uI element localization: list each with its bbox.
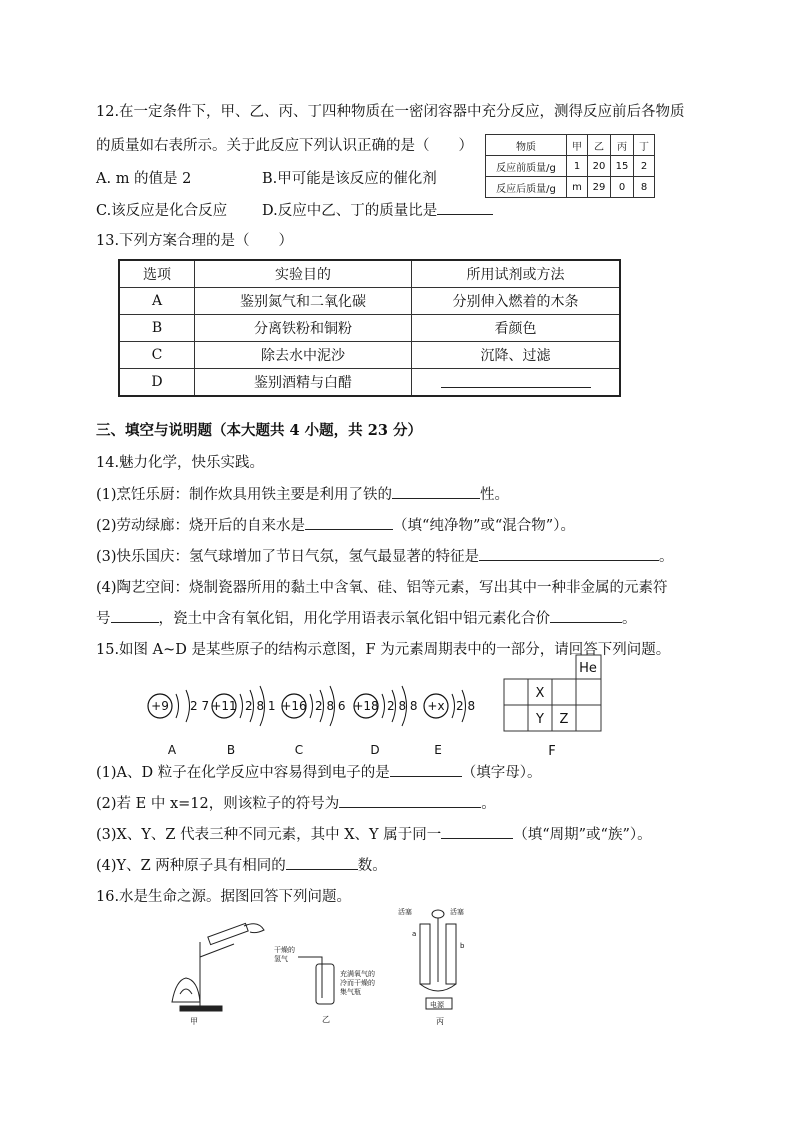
q13-stem: 13.下列方案合理的是（ ） [96, 233, 294, 249]
label-cold-dry: 冷而干燥的 [340, 979, 375, 987]
q15-part2: (2)若 E 中 x=12，则该粒子的符号为 。 [96, 792, 496, 813]
nucleus-label: +18 [353, 699, 379, 713]
table-cell: 8 [634, 177, 655, 198]
q15-part3: (3)X、Y、Z 代表三种不同元素，其中 X、Y 属于同一 （填“周期”或“族”）。 [96, 823, 652, 844]
answer-blank[interactable] [111, 608, 159, 623]
q12-option-d: D.反应中乙、丁的质量比是 [262, 199, 493, 220]
answer-blank[interactable] [339, 793, 481, 808]
table-cell: B [119, 315, 195, 342]
table-cell [412, 369, 621, 397]
table-cell: 1 [567, 156, 588, 177]
table-row [119, 260, 620, 288]
table-cell: 分别伸入燃着的木条 [412, 288, 621, 315]
table-cell: 2 [634, 156, 655, 177]
shell-label: 2 8 8 [387, 699, 418, 713]
table-header: 实验目的 [195, 260, 412, 288]
table-cell: m [567, 177, 588, 198]
label-gas-bottle: 集气瓶 [340, 988, 361, 996]
nucleus-label: +9 [151, 699, 169, 713]
answer-blank[interactable] [390, 762, 462, 777]
table-row [119, 369, 620, 397]
label-oxygen-filled: 充满氧气的 [340, 970, 375, 978]
q15-stem: 15.如图 A~D 是某些原子的结构示意图，F 为元素周期表中的一部分，请回答下列问题。 [96, 642, 671, 658]
table-row [119, 288, 620, 315]
table-cell: D [119, 369, 195, 397]
atom-d [353, 686, 417, 757]
table-cell: 鉴别氮气和二氧化碳 [195, 288, 412, 315]
table-cell: 20 [588, 156, 611, 177]
q12-option-a: A. m 的值是 2 [96, 171, 192, 187]
table-cell: C [119, 342, 195, 369]
atom-label: E [434, 743, 442, 757]
q14-part4-line2: 号 ，瓷土中含有氧化铝，用化学用语表示氧化铝中铝元素化合价 。 [96, 607, 637, 628]
water-experiment-figures [150, 902, 490, 1028]
power-source: 电源 [430, 1001, 444, 1009]
table-cell: A [119, 288, 195, 315]
table-cell: 反应后质量/g [486, 177, 567, 198]
q15-part1: (1)A、D 粒子在化学反应中容易得到电子的是 （填字母）。 [96, 761, 542, 782]
q12-option-b: B.甲可能是该反应的催化剂 [262, 171, 437, 187]
table-cell: 物质 [486, 135, 567, 156]
answer-blank[interactable] [392, 484, 480, 499]
periodic-table-fragment [503, 654, 603, 762]
answer-blank[interactable] [305, 515, 393, 530]
table-row [486, 156, 655, 177]
table-cell: 反应前质量/g [486, 156, 567, 177]
atom-e [424, 690, 475, 757]
atom-a [148, 690, 209, 757]
figure-yi [274, 945, 375, 1024]
answer-blank[interactable] [479, 546, 659, 561]
figure-bing [398, 907, 465, 1026]
q15-part4: (4)Y、Z 两种原子具有相同的 数。 [96, 854, 387, 875]
table-cell: 甲 [567, 135, 588, 156]
valve-label-left: 活塞 [398, 908, 412, 916]
figure-label: F [548, 744, 556, 759]
atom-label: D [370, 743, 380, 757]
atom-c [281, 686, 345, 757]
shell-label: 2 8 [456, 699, 476, 713]
table-row [486, 135, 655, 156]
element-y: Y [536, 712, 544, 727]
atom-structure-diagrams [140, 670, 485, 762]
table-header: 所用试剂或方法 [412, 260, 621, 288]
electrode-a: a [412, 930, 417, 938]
section-title: 三、填空与说明题（本大题共 4 小题，共 23 分） [96, 422, 422, 439]
element-x: X [535, 686, 545, 701]
shell-label: 2 8 1 [245, 699, 276, 713]
options-table [118, 259, 621, 397]
atom-label: C [294, 743, 304, 757]
atom-label: B [226, 743, 236, 757]
figure-jia [172, 923, 264, 1026]
table-cell: 乙 [588, 135, 611, 156]
table-cell: 鉴别酒精与白醋 [195, 369, 412, 397]
nucleus-label: +x [427, 699, 445, 713]
valve-label-right: 活塞 [450, 908, 464, 916]
atom-label: A [167, 743, 177, 757]
table-row [119, 315, 620, 342]
label-hydrogen: 氢气 [274, 955, 288, 963]
q12-option-c: C.该反应是化合反应 [96, 203, 228, 219]
q14-part3: (3)快乐国庆：氢气球增加了节日气氛，氢气最显著的特征是 。 [96, 545, 674, 566]
q14-part1: (1)烹饪乐厨：制作炊具用铁主要是利用了铁的 性。 [96, 483, 509, 504]
figure-label: 乙 [322, 1015, 330, 1024]
element-z: Z [559, 712, 569, 727]
nucleus-label: +11 [211, 699, 237, 713]
table-cell: 除去水中泥沙 [195, 342, 412, 369]
element-he: He [579, 661, 597, 676]
q16-stem: 16.水是生命之源。据图回答下列问题。 [96, 889, 352, 905]
q14-part2: (2)劳动绿廊：烧开后的自来水是 （填“纯净物”或“混合物”）。 [96, 514, 575, 535]
table-cell: 沉降、过滤 [412, 342, 621, 369]
answer-blank[interactable] [286, 855, 358, 870]
shell-label: 2 8 6 [315, 699, 346, 713]
answer-blank[interactable] [437, 200, 493, 215]
answer-blank[interactable] [441, 824, 513, 839]
atom-b [211, 686, 275, 757]
table-cell: 分离铁粉和铜粉 [195, 315, 412, 342]
shell-label: 2 7 [190, 699, 210, 713]
table-cell: 15 [611, 156, 634, 177]
table-row [119, 342, 620, 369]
nucleus-label: +16 [281, 699, 307, 713]
q14-part4-line1: (4)陶艺空间：烧制瓷器所用的黏土中含氧、硅、铝等元素，写出其中一种非金属的元素符 [96, 580, 668, 596]
table-header: 选项 [119, 260, 195, 288]
label-dry: 干燥的 [274, 946, 295, 954]
q12-line2: 的质量如右表所示。关于此反应下列认识正确的是（ ） [96, 138, 473, 154]
table-cell: 29 [588, 177, 611, 198]
mass-table [485, 134, 655, 198]
figure-label: 甲 [190, 1017, 198, 1026]
q12-line1: 12.在一定条件下，甲、乙、丙、丁四种物质在一密闭容器中充分反应，测得反应前后各物质 [96, 104, 685, 120]
table-cell: 0 [611, 177, 634, 198]
table-cell: 看颜色 [412, 315, 621, 342]
answer-blank[interactable] [441, 373, 591, 388]
q14-stem: 14.魅力化学，快乐实践。 [96, 455, 265, 471]
answer-blank[interactable] [550, 608, 622, 623]
figure-label: 丙 [436, 1017, 444, 1026]
electrode-b: b [460, 942, 465, 950]
table-cell: 丁 [634, 135, 655, 156]
table-cell: 丙 [611, 135, 634, 156]
table-row [486, 177, 655, 198]
